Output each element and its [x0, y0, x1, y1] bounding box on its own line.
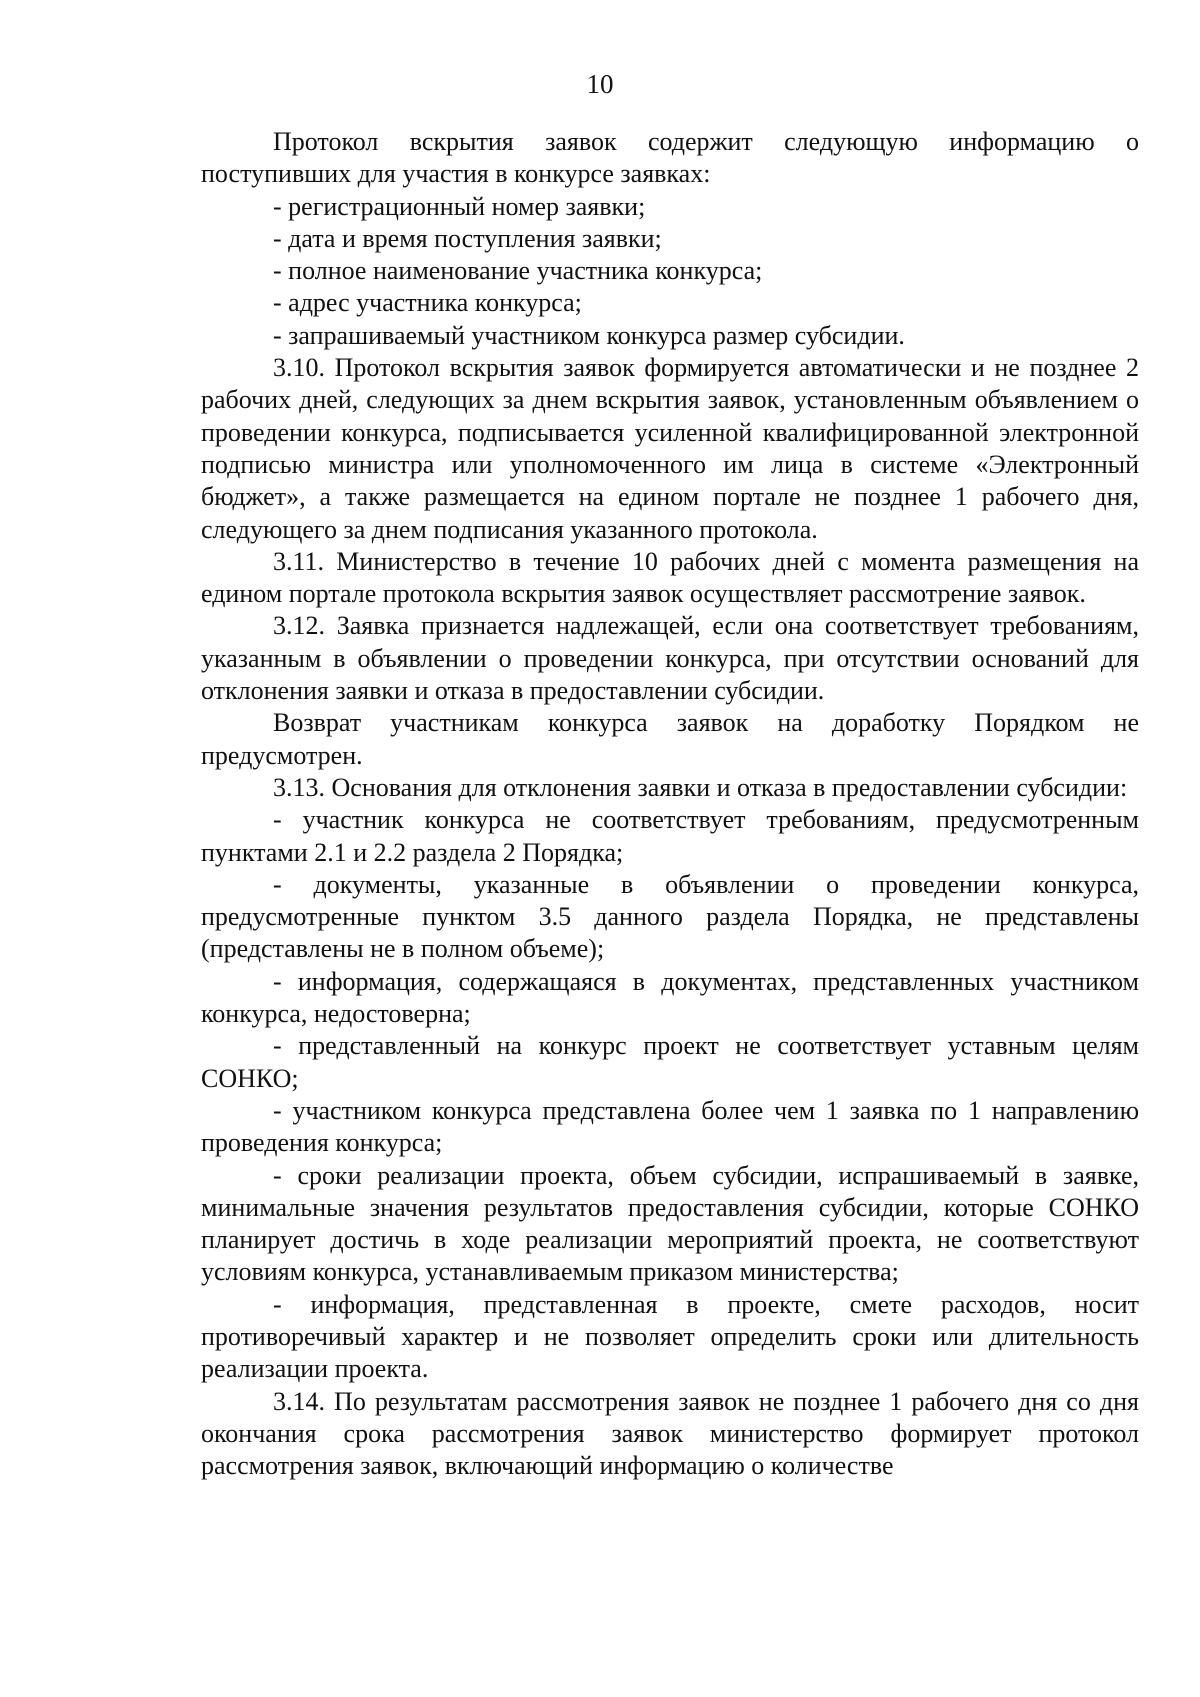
- paragraph-return-not-provided: Возврат участникам конкурса заявок на доработку Порядком не предусмотрен.: [201, 708, 1139, 770]
- paragraph-3-13: 3.13. Основания для отклонения заявки и отказа в предоставлении субсидии:: [273, 772, 1128, 802]
- list-item-information-unreliable: - информация, содержащаяся в документах, представленных участником конкурса, недостоверна;: [201, 966, 1139, 1029]
- paragraph-3-14: 3.14. По результатам рассмотрения заявок не позднее 1 рабочего дня со дня окончания срока рассмотрения заявок министерство формирует протокол рассмотрения заявок, включающий информацию о количестве: [201, 1386, 1139, 1481]
- list-item-requested-subsidy: - запрашиваемый участником конкурса размер субсидии.: [273, 320, 905, 350]
- list-item-address: - адрес участника конкурса;: [273, 288, 582, 318]
- document-body: [201, 126, 1139, 1482]
- paragraph-3-11: 3.11. Министерство в течение 10 рабочих дней с момента размещения на едином портале протокола вскрытия заявок осуществляет рассмотрение заявок.: [201, 546, 1139, 609]
- list-item-project-goals: - представленный на конкурс проект не соответствует уставным целям СОНКО;: [201, 1031, 1139, 1093]
- list-item-documents: - документы, указанные в объявлении о проведении конкурса, предусмотренные пунктом 3.5 данного раздела Порядка, не представлены (представлены не в полном объеме);: [201, 869, 1139, 964]
- paragraph-protocol-contents: Протокол вскрытия заявок содержит следующую информацию о поступивших для участия в конкурсе заявках:: [201, 127, 1139, 189]
- list-item-terms-conditions: - сроки реализации проекта, объем субсидии, испрашиваемый в заявке, минимальные значения результатов предоставления субсидии, которые СОНКО планирует достичь в ходе реализации мероприятий проекта, не соответствуют условиям конкурса, устанавливаемым приказом министерства;: [201, 1160, 1139, 1287]
- list-item-requirements: - участник конкурса не соответствует требованиям, предусмотренным пунктами 2.1 и 2.2 раздела 2 Порядка;: [201, 805, 1139, 867]
- list-item-date-time: - дата и время поступления заявки;: [273, 223, 662, 253]
- list-item-full-name: - полное наименование участника конкурса;: [273, 256, 763, 286]
- page-number: 10: [586, 69, 614, 99]
- list-item-contradictory-information: - информация, представленная в проекте, смете расходов, носит противоречивый характер и не позволяет определить сроки или длительность реализации проекта.: [201, 1289, 1139, 1384]
- list-item-registration-number: - регистрационный номер заявки;: [273, 191, 646, 221]
- paragraph-3-10: 3.10. Протокол вскрытия заявок формируется автоматически и не позднее 2 рабочих дней, следующих за днем вскрытия заявок, установленным объявлением о проведении конкурса, подписывается усиленной квалифицированной электронной подписью министра или уполномоченного им лица в системе «Электронный бюджет», а также размещается на едином портале не позднее 1 рабочего дня, следующего за днем подписания указанного протокола.: [201, 353, 1139, 544]
- paragraph-3-12: 3.12. Заявка признается надлежащей, если она соответствует требованиям, указанным в объявлении о проведении конкурса, при отсутствии оснований для отклонения заявки и отказа в предоставлении субсидии.: [201, 611, 1139, 706]
- list-item-multiple-applications: - участником конкурса представлена более чем 1 заявка по 1 направлению проведения конкурса;: [201, 1095, 1139, 1158]
